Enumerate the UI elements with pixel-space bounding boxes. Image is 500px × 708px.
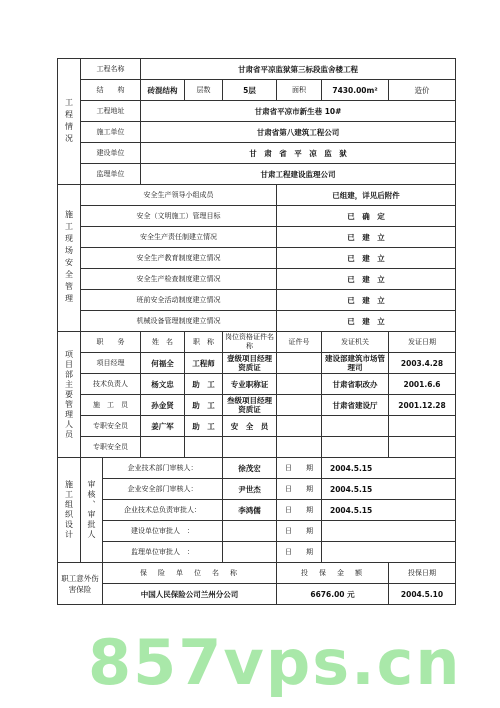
staff-header-title: 职 称 <box>185 332 223 353</box>
staff-row <box>58 395 456 416</box>
insurance-date-label: 投保日期 <box>389 563 456 584</box>
approval-date: 2004.5.15 <box>322 458 456 479</box>
staff-date: 2001.12.28 <box>389 395 456 416</box>
staff-header-row <box>58 332 456 353</box>
staff-row <box>58 374 456 395</box>
staff-title <box>185 437 223 458</box>
area-label: 面积 <box>277 80 322 101</box>
safety-item-label: 安全生产教育制度建立情况 <box>81 248 277 269</box>
address-label: 工程地址 <box>81 101 141 122</box>
safety-row <box>58 206 456 227</box>
staff-cert-no <box>277 374 322 395</box>
approval-date-label: 日 期 <box>277 479 322 500</box>
approver-name: 尹世杰 <box>223 479 277 500</box>
staff-cert-name: 专业职称证 <box>223 374 277 395</box>
staff-date <box>389 437 456 458</box>
approver-name: 李鸿儒 <box>223 500 277 521</box>
staff-duty: 项目经理 <box>81 353 141 374</box>
project-name-label: 工程名称 <box>81 59 141 80</box>
safety-row <box>58 227 456 248</box>
approval-date: 2004.5.15 <box>322 500 456 521</box>
staff-issuer <box>322 416 389 437</box>
staff-cert-no <box>277 395 322 416</box>
approval-date <box>322 521 456 542</box>
staff-duty: 专职安全员 <box>81 416 141 437</box>
insurance-amount-label: 投 保 金 额 <box>277 563 389 584</box>
approver-label: 企业技术部门审核人： <box>103 458 223 479</box>
safety-record-form <box>57 58 456 605</box>
approval-date-label: 日 期 <box>277 458 322 479</box>
supervisor-label: 监理单位 <box>81 164 141 185</box>
safety-row <box>58 269 456 290</box>
staff-duty: 施 工 员 <box>81 395 141 416</box>
floors-value: 5层 <box>223 80 277 101</box>
structure-label: 结 构 <box>81 80 141 101</box>
insurance-date-value: 2004.5.10 <box>389 584 456 605</box>
approver-label: 企业技术总负责审批人： <box>103 500 223 521</box>
staff-cert-no <box>277 353 322 374</box>
staff-title: 工程师 <box>185 353 223 374</box>
safety-item-value: 已 建 立 <box>277 248 456 269</box>
approver-name <box>223 542 277 563</box>
staff-duty: 专职安全员 <box>81 437 141 458</box>
design-row <box>58 542 456 563</box>
staff-name: 杨文忠 <box>141 374 185 395</box>
staff-header-date: 发证日期 <box>389 332 456 353</box>
staff-issuer: 建设部建筑市场管理司 <box>322 353 389 374</box>
staff-name: 孙金贤 <box>141 395 185 416</box>
contractor-label: 施工单位 <box>81 122 141 143</box>
insurance-header-row <box>58 563 456 584</box>
approver-section-title: 审核、审批人 <box>81 458 103 563</box>
project-address-row <box>58 101 456 122</box>
approval-date-label: 日 期 <box>277 521 322 542</box>
staff-name <box>141 437 185 458</box>
design-row <box>58 521 456 542</box>
approver-label: 监理单位审批人 ： <box>103 542 223 563</box>
owner-value: 甘 肃 省 平 凉 监 狱 <box>141 143 456 164</box>
staff-issuer <box>322 437 389 458</box>
approver-label: 企业安全部门审核人： <box>103 479 223 500</box>
safety-row <box>58 248 456 269</box>
approval-date <box>322 542 456 563</box>
address-value: 甘肃省平凉市新生巷 10# <box>141 101 456 122</box>
staff-date: 2001.6.6 <box>389 374 456 395</box>
cost-label: 造价 <box>414 85 430 95</box>
staff-row <box>58 416 456 437</box>
area-value: 7430.00m² <box>322 80 389 101</box>
cost-group <box>389 80 456 101</box>
safety-item-value: 已组建，详见后附件 <box>277 185 456 206</box>
site-watermark: 857vps.cn <box>88 626 462 699</box>
staff-cert-name: 安 全 员 <box>223 416 277 437</box>
design-section-title: 施工组织设计 <box>58 458 81 563</box>
safety-item-label: 机械设备管理制度建立情况 <box>81 311 277 332</box>
owner-row <box>58 143 456 164</box>
owner-label: 建设单位 <box>81 143 141 164</box>
safety-item-value: 已 建 立 <box>277 269 456 290</box>
safety-item-value: 已 建 立 <box>277 227 456 248</box>
insurance-amount-value: 6676.00 元 <box>277 584 389 605</box>
staff-cert-name <box>223 437 277 458</box>
design-row <box>58 500 456 521</box>
staff-section-title: 项目部主要管理人员 <box>58 332 81 458</box>
supervisor-value: 甘肃工程建设监理公司 <box>141 164 456 185</box>
staff-row <box>58 353 456 374</box>
staff-title: 助 工 <box>185 374 223 395</box>
insurance-value-row <box>58 584 456 605</box>
approval-date-label: 日 期 <box>277 542 322 563</box>
staff-cert-name: 叁级项目经理资质证 <box>223 395 277 416</box>
contractor-value: 甘肃省第八建筑工程公司 <box>141 122 456 143</box>
safety-row <box>58 311 456 332</box>
staff-cert-no <box>277 437 322 458</box>
safety-row <box>58 185 456 206</box>
staff-header-cert-name: 岗位资格证件名称 <box>223 332 277 353</box>
insurance-company-value: 中国人民保险公司兰州分公司 <box>103 584 277 605</box>
insurance-section-title: 职工意外伤害保险 <box>58 563 103 605</box>
staff-title: 助 工 <box>185 395 223 416</box>
supervisor-row <box>58 164 456 185</box>
approval-date-label: 日 期 <box>277 500 322 521</box>
safety-item-value: 已 建 立 <box>277 311 456 332</box>
floors-label: 层数 <box>185 80 223 101</box>
project-name-row <box>58 59 456 80</box>
safety-item-value: 已 确 定 <box>277 206 456 227</box>
approver-label: 建设单位审批人 ： <box>103 521 223 542</box>
structure-value: 砖混结构 <box>141 80 185 101</box>
safety-item-label: 安全生产检查制度建立情况 <box>81 269 277 290</box>
safety-item-label: 安全生产责任制建立情况 <box>81 227 277 248</box>
staff-date <box>389 416 456 437</box>
staff-header-duty: 职 务 <box>81 332 141 353</box>
staff-header-name: 姓 名 <box>141 332 185 353</box>
staff-issuer: 甘肃省职改办 <box>322 374 389 395</box>
design-row <box>58 479 456 500</box>
project-structure-row <box>58 80 456 101</box>
staff-header-issuer: 发证机关 <box>322 332 389 353</box>
staff-row <box>58 437 456 458</box>
project-section-title: 工程情况 <box>58 59 81 185</box>
staff-name: 姜广军 <box>141 416 185 437</box>
contractor-row <box>58 122 456 143</box>
project-name-value: 甘肃省平凉监狱第三标段监舍楼工程 <box>141 59 456 80</box>
insurance-company-label: 保 险 单 位 名 称 <box>103 563 277 584</box>
staff-date: 2003.4.28 <box>389 353 456 374</box>
safety-row <box>58 290 456 311</box>
design-row <box>58 458 456 479</box>
safety-item-value: 已 建 立 <box>277 290 456 311</box>
safety-item-label: 班前安全活动制度建立情况 <box>81 290 277 311</box>
approver-name: 徐茂宏 <box>223 458 277 479</box>
staff-name: 何福全 <box>141 353 185 374</box>
approver-name <box>223 521 277 542</box>
approval-date: 2004.5.15 <box>322 479 456 500</box>
staff-header-cert-no: 证件号 <box>277 332 322 353</box>
staff-cert-no <box>277 416 322 437</box>
staff-cert-name: 壹级项目经理资质证 <box>223 353 277 374</box>
safety-item-label: 安全生产领导小组成员 <box>81 185 277 206</box>
staff-title: 助 工 <box>185 416 223 437</box>
staff-duty: 技术负责人 <box>81 374 141 395</box>
safety-section-title: 施工现场安全管理 <box>58 185 81 332</box>
staff-issuer: 甘肃省建设厅 <box>322 395 389 416</box>
safety-item-label: 安全（文明施工）管理目标 <box>81 206 277 227</box>
